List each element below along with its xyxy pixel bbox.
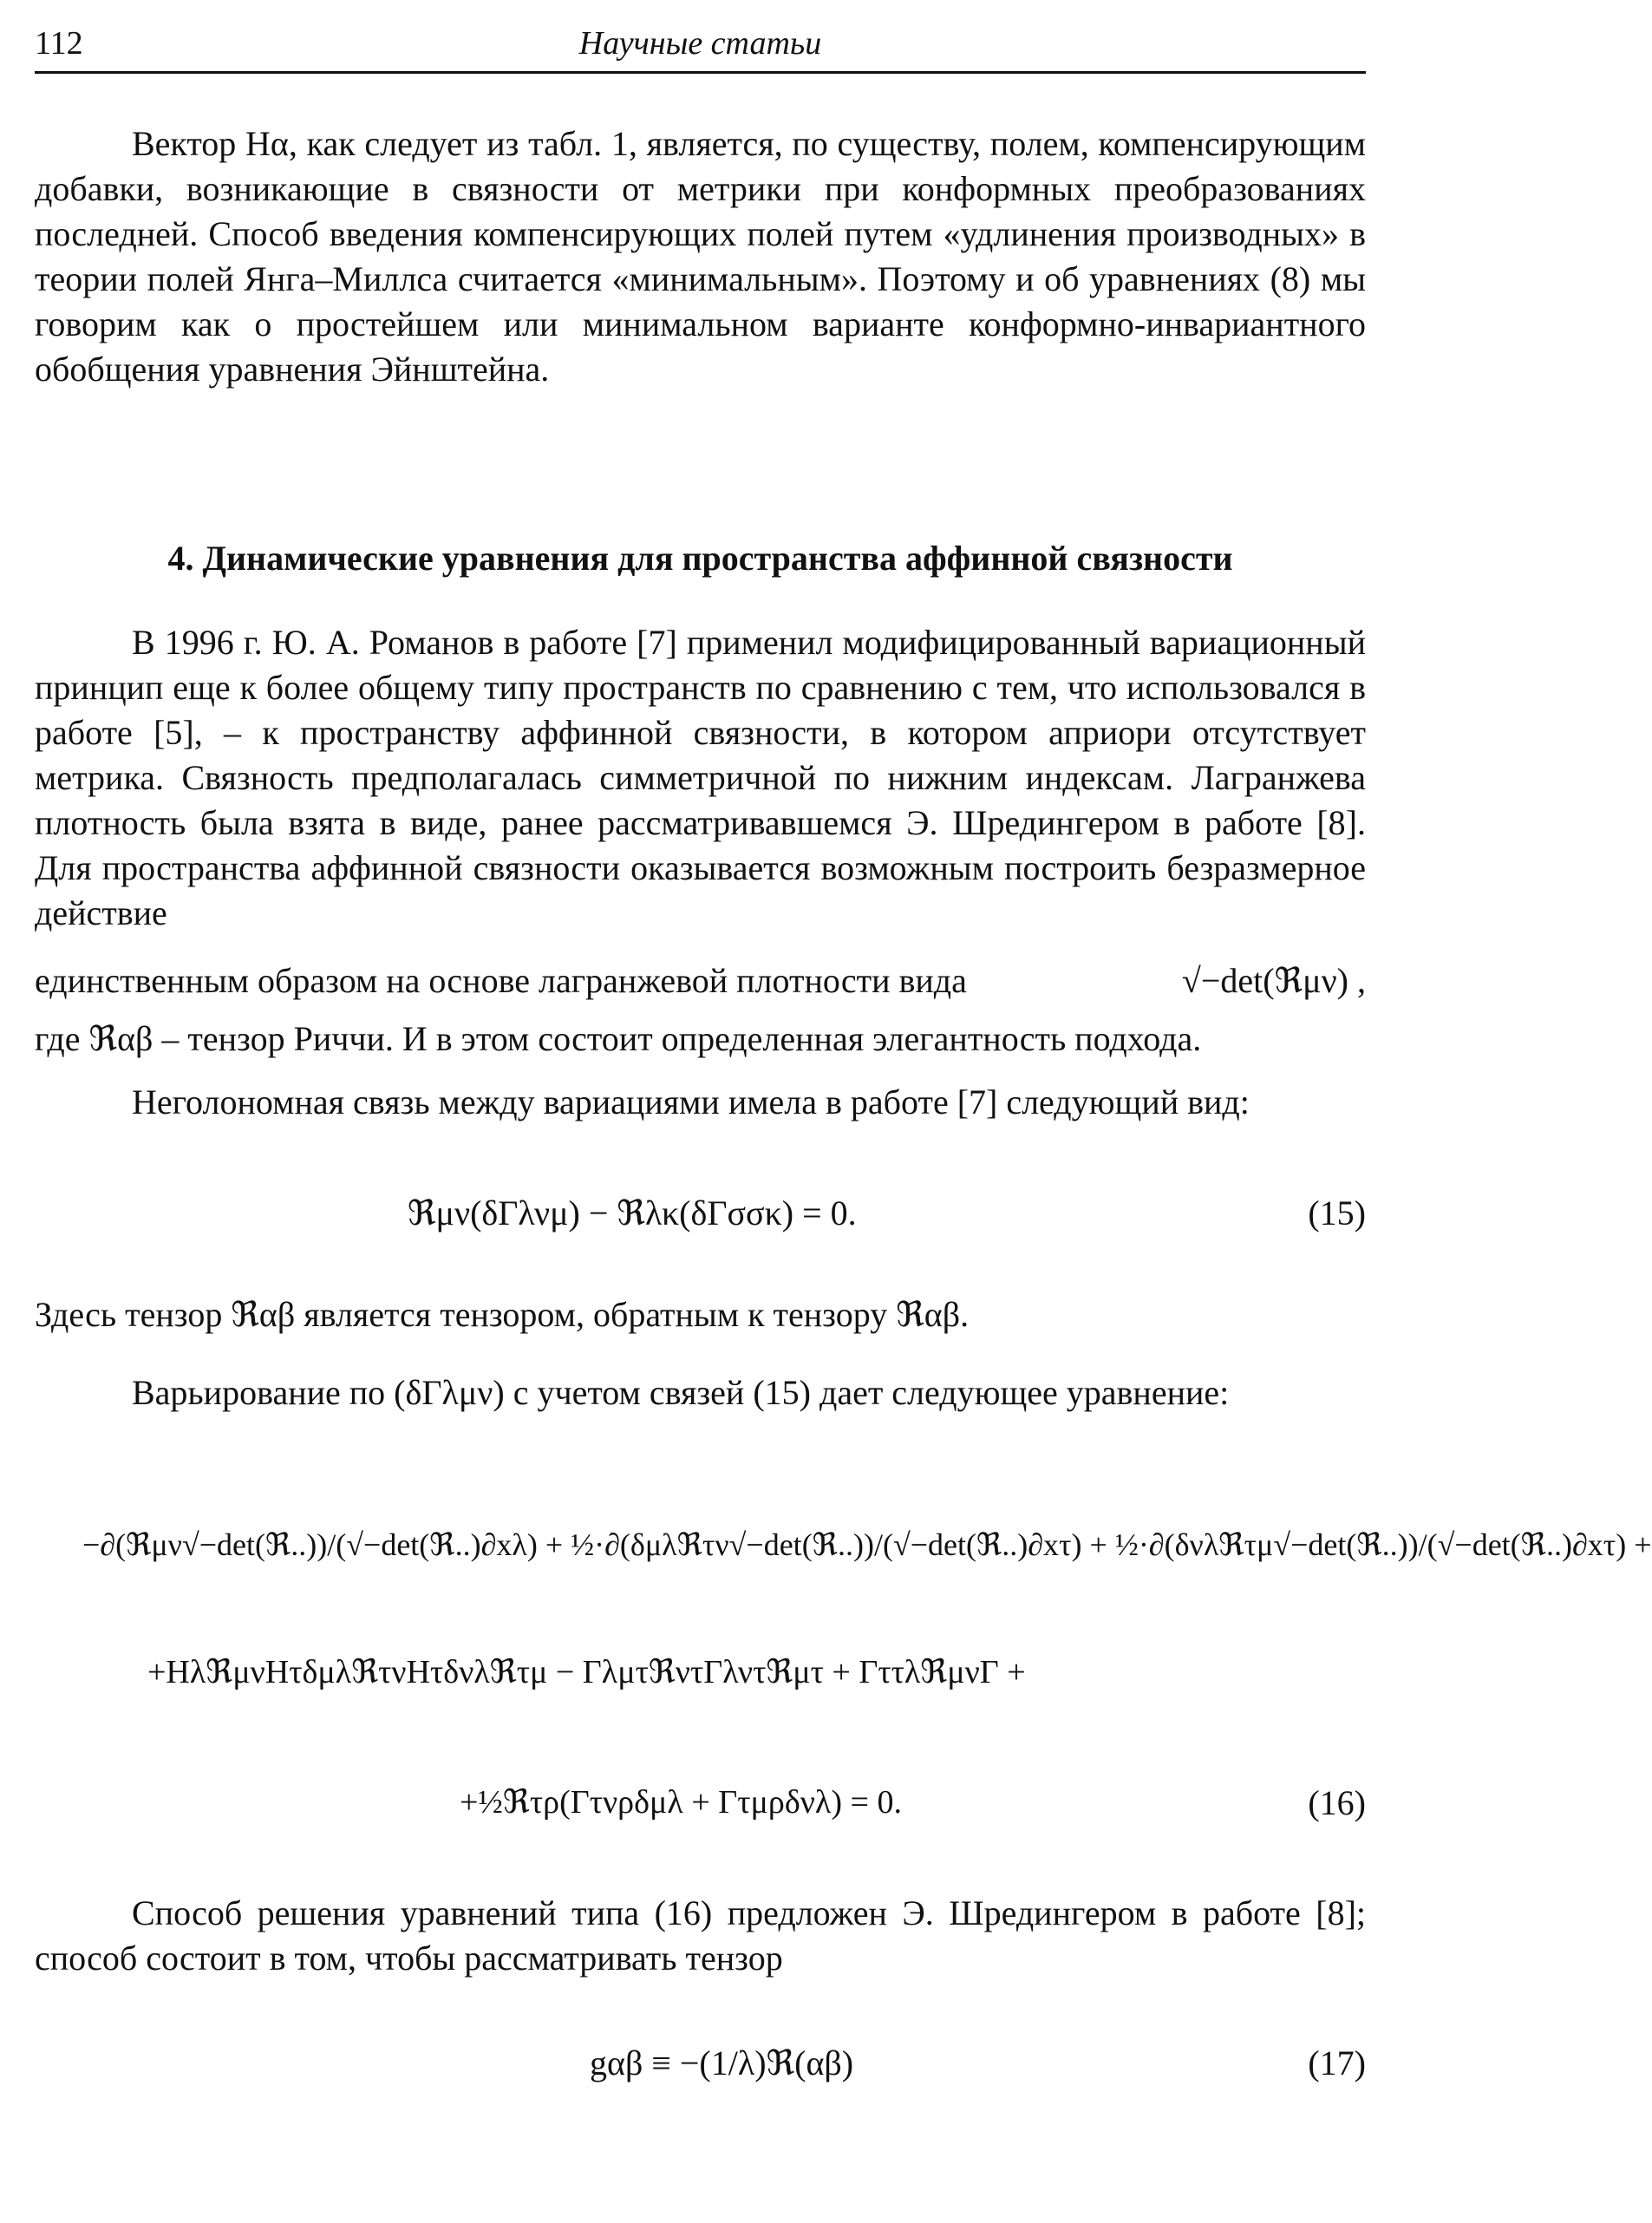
equation-17-number: (17) [1308,2043,1366,2082]
equation-16-line-2: +HλℜμνHτδμλℜτνHτδνλℜτμ − ΓλμτℜντΓλντℜμτ + ΓττλℜμνΓ + [147,1654,1026,1690]
paragraph-4: Здесь тензор ℜαβ является тензором, обратным к тензору ℜαβ. [35,1295,970,1334]
paragraph-6: Способ решения уравнений типа (16) предложен Э. Шредингером в работе [8]; способ состоит в том, чтобы рассматривать тензор [35,1893,1366,1978]
header-rule [35,71,1366,74]
paragraph-1: Вектор Hα, как следует из табл. 1, является, по существу, полем, компенсирующим добавки, возникающие в связности от метрики при конформных преобразованиях последней. Способ введения компенсирующих полей путем «удлинения производных» в теории полей Янга–Миллса считается «минимальным». Поэтому и об уравнениях (8) мы говорим как о простейшем или минимальном варианте конформно-инвариантного обобщения уравнения Эйнштейна. [35,124,1366,389]
equation-15-number: (15) [1308,1193,1366,1232]
paragraph-2-ricci-line: где ℜαβ – тензор Риччи. И в этом состоит определенная элегантность подхода. [35,1019,1202,1058]
lagrangian-formula: √−det(ℜμν) , [1181,961,1366,1000]
paragraph-2-line-lagrangian [35,958,1366,1010]
paragraph-5 [35,1370,1366,1416]
page-number: 112 [35,25,83,62]
variation-formula: (δΓλμν) [394,1373,505,1412]
equation-16-number: (16) [1308,1783,1366,1822]
equation-16-line-3: +½ℜτρ(Γτνρδμλ + Γτμρδνλ) = 0. [460,1784,902,1821]
variation-text-b: с учетом связей (15) дает следующее уравнение: [513,1373,1230,1412]
variation-text-a: Варьирование по [132,1373,386,1412]
running-title: Научные статьи [578,25,822,62]
equation-16-line-1: −∂(ℜμν√−det(ℜ..))/(√−det(ℜ..)∂xλ) + ½·∂(δμλℜτν√−det(ℜ..))/(√−det(ℜ..)∂xτ) + ½·∂(δνλℜτμ√−det(ℜ..))/(√−det(ℜ..)∂xτ) + [82,1527,1652,1562]
paragraph-3: Неголономная связь между вариациями имела в работе [7] следующий вид: [132,1082,1250,1121]
equation-17: gαβ ≡ −(1/λ)ℜ(αβ) [590,2043,854,2082]
section-heading: 4. Динамические уравнения для пространства аффинной связности [167,539,1233,578]
equation-15: ℜμν(δΓλνμ) − ℜλκ(δΓσσκ) = 0. [408,1193,857,1232]
paragraph-2: В 1996 г. Ю. А. Романов в работе [7] применил модифицированный вариационный принцип еще к более общему типу пространств по сравнению с тем, что использовался в работе [5], – к пространству аффинной связности, в котором априори отсутствует метрика. Связность предполагалась симметричной по нижним индексам. Лагранжева плотность была взята в виде, ранее рассматривавшемся Э. Шредингером в работе [8]. Для пространства аффинной связности оказывается возможным построить безразмерное действие [35,623,1366,932]
running-head [35,24,1366,69]
lagrangian-text: единственным образом на основе лагранжевой плотности вида [35,961,967,1000]
